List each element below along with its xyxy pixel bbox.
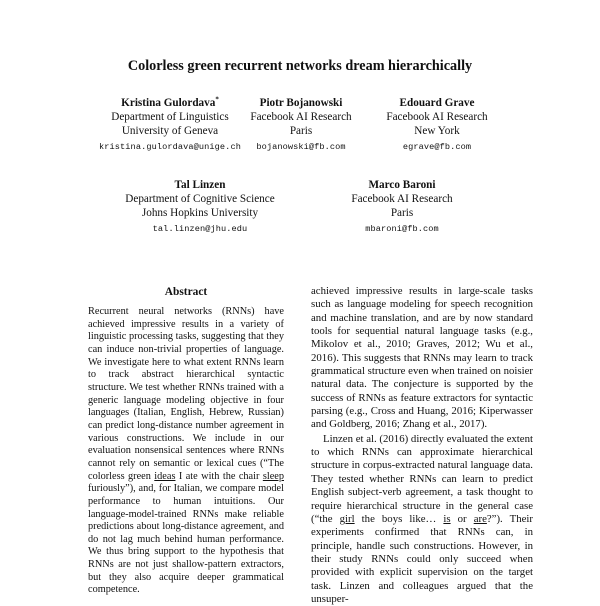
author-affiliation: Paris — [390, 207, 414, 219]
abstract-heading: Abstract — [164, 286, 208, 298]
intro-paragraph-2: Linzen et al. (2016) directly evaluated the extent to which RNNs can approximate hierarchical structure in corpus-extracted natural language data. They tested whether RNNs can learn to predict English subject-verb agreement, a task thought to require hierarchical structure in the general case (“the girl the boys like… is or are?”). Their experiments confirmed that RNNs can, in principle, handle such constructions. However, in their study RNNs could only succeed when provided with explicit supervision on the target task. Linzen and colleagues argued that the unsuper- — [311, 432, 533, 605]
author-department: Department of Cognitive Science — [125, 193, 275, 205]
author-email: kristina.gulordava@unige.ch — [99, 142, 241, 152]
author-name: Edouard Grave — [399, 97, 475, 109]
author-email: tal.linzen@jhu.edu — [152, 224, 248, 234]
author-block-baroni — [302, 178, 502, 236]
author-name: Kristina Gulordava* — [121, 95, 219, 109]
author-email: mbaroni@fb.com — [365, 224, 439, 234]
abstract-body: Recurrent neural networks (RNNs) have achieved impressive results in a variety of linguistic processing tasks, suggesting that they can induce non-trivial properties of language. We investigate here to what extent RNNs learn to track abstract hierarchical syntactic structure. We test whether RNNs trained with a generic language modeling objective in four languages (Italian, English, Hebrew, Russian) can predict long-distance number agreement in various constructions. We include in our evaluation nonsensical sentences where RNNs cannot rely on semantic or lexical cues (“The colorless green ideas I ate with the chair sleep furiously”), and, for Italian, we compare model performance to human intuitions. Our language-model-trained RNNs make reliable predictions about long-distance agreement, and do not lag much behind human performance. We thus bring support to the hypothesis that RNNs are not just shallow-pattern extractors, but they also acquire deeper grammatical competence. — [88, 306, 284, 596]
intro-column — [311, 285, 533, 606]
author-name: Marco Baroni — [368, 179, 436, 191]
author-department: Facebook AI Research — [386, 111, 488, 123]
author-name: Tal Linzen — [174, 179, 226, 191]
author-affiliation: Paris — [289, 125, 313, 137]
author-department: Department of Linguistics — [111, 111, 229, 123]
author-affiliation: Johns Hopkins University — [141, 207, 259, 219]
intro-paragraph-1: achieved impressive results in large-scale tasks such as language modeling for speech recognition and machine translation, and are by now standard tools for sequential natural language tasks (e.g., Mikolov et al., 2010; Graves, 2012; Wu et al., 2016). This suggests that RNNs may learn to track grammatical structure even when trained on noisier natural data. The conjecture is supported by the success of RNNs as feature extractors for syntactic parsing (e.g., Cross and Huang, 2016; Kiperwasser and Goldberg, 2016; Zhang et al., 2017). — [311, 285, 533, 431]
author-block-grave — [337, 96, 537, 154]
author-department: Facebook AI Research — [351, 193, 453, 205]
author-email: bojanowski@fb.com — [256, 142, 346, 152]
author-affiliation: New York — [414, 125, 460, 137]
author-name: Piotr Bojanowski — [259, 97, 343, 109]
author-email: egrave@fb.com — [402, 142, 472, 152]
paper-title: Colorless green recurrent networks dream hierarchically — [127, 58, 473, 74]
author-department: Facebook AI Research — [250, 111, 352, 123]
author-affiliation: University of Geneva — [121, 125, 219, 137]
author-block-linzen — [100, 178, 300, 236]
